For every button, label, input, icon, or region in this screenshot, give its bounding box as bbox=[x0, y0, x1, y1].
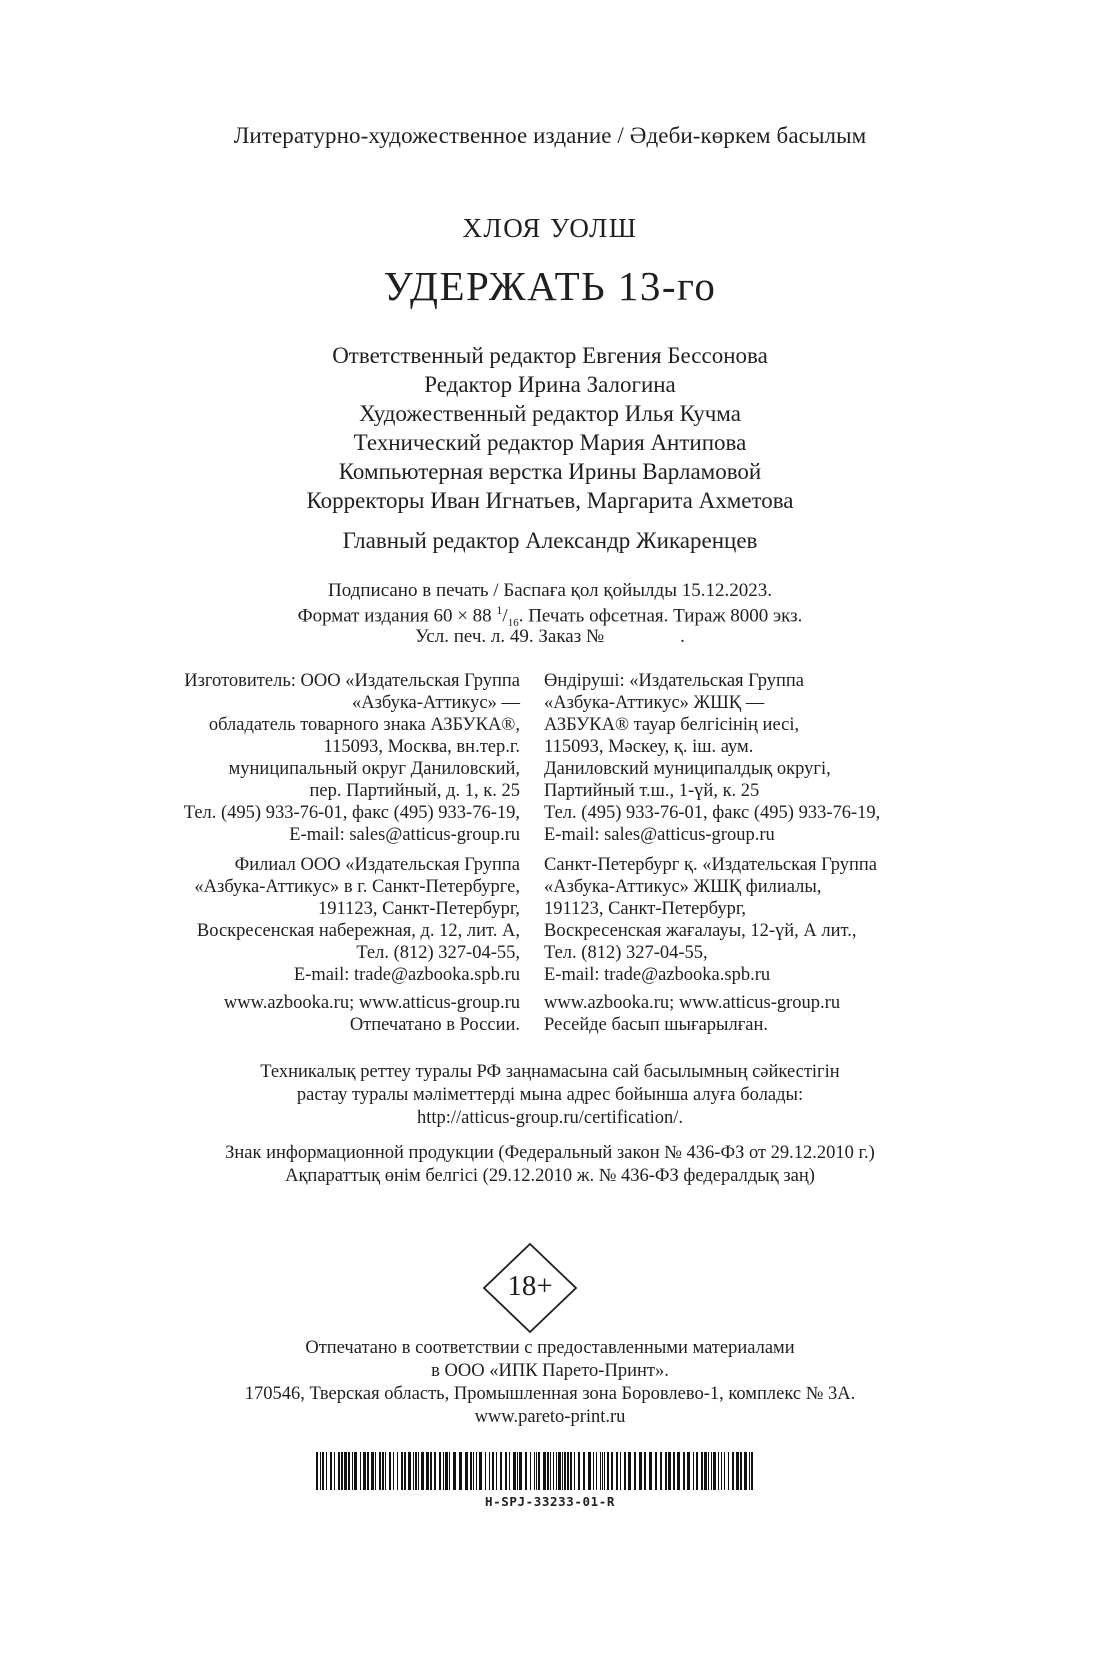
manufacturer-ru-line: Тел. (495) 933-76-01, факс (495) 933-76-19, bbox=[183, 803, 520, 823]
manufacturer-kz-line: Даниловский муниципалдық округі, bbox=[544, 759, 831, 779]
manufacturer-ru-line: муниципальный округ Даниловский, bbox=[228, 759, 520, 779]
barcode-bar bbox=[525, 1452, 527, 1490]
printer-line: Отпечатано в соответствии с предоставленными материалами bbox=[305, 1338, 795, 1358]
barcode-bar bbox=[570, 1452, 572, 1490]
barcode-bar bbox=[375, 1452, 376, 1490]
barcode-bar bbox=[320, 1452, 321, 1490]
barcode-bar bbox=[724, 1452, 725, 1490]
barcode-bar bbox=[341, 1452, 343, 1490]
barcode-bar bbox=[588, 1452, 591, 1490]
barcode-bar bbox=[602, 1452, 603, 1490]
barcode-code: H-SPJ-33233-01-R bbox=[484, 1494, 615, 1509]
manufacturer-kz-line: АЗБУКА® тауар белгісінің иесі, bbox=[544, 715, 800, 735]
credit-line: Компьютерная верстка Ирины Варламовой bbox=[338, 459, 762, 484]
edition-type: Литературно-художественное издание / Әдеби-көркем басылым bbox=[233, 123, 867, 148]
web-kz bbox=[544, 992, 964, 1036]
branch-kz-line: 191123, Санкт-Петербург, bbox=[544, 899, 746, 919]
barcode-bar bbox=[434, 1452, 436, 1490]
barcode-bar bbox=[718, 1452, 719, 1490]
barcode-bar bbox=[628, 1452, 631, 1490]
manufacturer-kz-line: E-mail: sales@atticus-group.ru bbox=[544, 825, 775, 845]
manufacturer-ru-line: Изготовитель: ООО «Издательская Группа bbox=[184, 671, 520, 691]
manufacturer-kz-line: Өндіруші: «Издательская Группа bbox=[544, 671, 804, 691]
barcode-bar bbox=[421, 1452, 424, 1490]
barcode-bar bbox=[385, 1452, 386, 1490]
barcode-bar bbox=[382, 1452, 384, 1490]
branch-kz bbox=[544, 854, 964, 986]
barcode-bar bbox=[668, 1452, 671, 1490]
printer-url: www.pareto-print.ru bbox=[474, 1407, 626, 1427]
info-sign-line: Знак информационной продукции (Федеральный закон № 436-ФЗ от 29.12.2010 г.) bbox=[225, 1143, 875, 1163]
barcode-bar bbox=[517, 1452, 518, 1490]
barcode-bar bbox=[418, 1452, 419, 1490]
barcode-bar bbox=[578, 1452, 580, 1490]
book-title: УДЕРЖАТЬ 13-го bbox=[383, 263, 717, 309]
barcode-bar bbox=[389, 1452, 391, 1490]
barcode-bar bbox=[708, 1452, 709, 1490]
barcode-bar bbox=[513, 1452, 516, 1490]
format-fraction-denominator: 16 bbox=[507, 617, 519, 630]
barcode-bar bbox=[500, 1452, 502, 1490]
format-fraction-numerator: 1 bbox=[496, 603, 503, 617]
barcode-bar bbox=[443, 1452, 444, 1490]
manufacturer-kz-line: 115093, Мәскеу, қ. іш. аум. bbox=[544, 737, 754, 757]
barcode-bar bbox=[604, 1452, 605, 1490]
barcode-bar bbox=[530, 1452, 531, 1490]
web-ru bbox=[100, 992, 520, 1036]
barcode-bar bbox=[634, 1452, 636, 1490]
barcode-bar bbox=[470, 1452, 472, 1490]
barcode-bar bbox=[740, 1452, 742, 1490]
barcode-bar bbox=[445, 1452, 448, 1490]
barcode-bar bbox=[363, 1452, 366, 1490]
barcode-bar bbox=[713, 1452, 716, 1490]
barcode-bar bbox=[453, 1452, 456, 1490]
barcode-bar bbox=[344, 1452, 347, 1490]
barcode-bar bbox=[593, 1452, 594, 1490]
barcode-bar bbox=[574, 1452, 575, 1490]
barcode-bar bbox=[616, 1452, 618, 1490]
branch-ru-line: 191123, Санкт-Петербург, bbox=[318, 899, 520, 919]
format-text-tail: . Печать офсетная. Тираж 8000 экз. bbox=[518, 605, 803, 627]
web-kz-line: www.azbooka.ru; www.atticus-group.ru bbox=[544, 993, 841, 1013]
barcode-bar bbox=[751, 1452, 753, 1490]
barcode-bar bbox=[567, 1452, 569, 1490]
barcode-bar bbox=[408, 1452, 411, 1490]
barcode-bar bbox=[426, 1452, 429, 1490]
manufacturer-ru-line: 115093, Москва, вн.тер.г. bbox=[323, 737, 520, 757]
certification-line: растау туралы мәліметтерді мына адрес бойынша алуға болады: bbox=[296, 1085, 804, 1105]
barcode-bar bbox=[379, 1452, 381, 1490]
barcode-bar bbox=[326, 1452, 327, 1490]
barcode-bar bbox=[543, 1452, 546, 1490]
branch-ru-line: E-mail: trade@azbooka.spb.ru bbox=[293, 965, 520, 985]
barcode-bar bbox=[660, 1452, 662, 1490]
barcode-bar bbox=[479, 1452, 482, 1490]
barcode-bar bbox=[736, 1452, 739, 1490]
barcode-bar bbox=[649, 1452, 652, 1490]
barcode-bar bbox=[600, 1452, 601, 1490]
barcode-bar bbox=[611, 1452, 613, 1490]
manufacturer-ru-line: E-mail: sales@atticus-group.ru bbox=[289, 825, 520, 845]
barcode-bar bbox=[397, 1452, 398, 1490]
branch-kz-line: Тел. (812) 327-04-55, bbox=[544, 943, 708, 963]
barcode-bar bbox=[465, 1452, 468, 1490]
barcode-bar bbox=[583, 1452, 585, 1490]
printer-line: в ООО «ИПК Парето-Принт». bbox=[431, 1361, 669, 1381]
info-sign-line: Ақпараттық өнім белгісі (29.12.2010 ж. № 436-ФЗ федералдық заң) bbox=[285, 1166, 815, 1186]
barcode-bar bbox=[413, 1452, 414, 1490]
certification-url: http://atticus-group.ru/certification/. bbox=[416, 1108, 684, 1128]
branch-ru-line: Тел. (812) 327-04-55, bbox=[356, 943, 520, 963]
branch-ru-line: Воскресенская набережная, д. 12, лит. А, bbox=[196, 921, 520, 941]
barcode-bar bbox=[509, 1452, 510, 1490]
barcode-bar bbox=[538, 1452, 540, 1490]
branch-kz-line: Воскресенская жағалауы, 12-үй, А лит., bbox=[544, 921, 857, 941]
barcode-bar bbox=[352, 1452, 353, 1490]
barcode-bar bbox=[683, 1452, 685, 1490]
barcode-bar bbox=[677, 1452, 680, 1490]
barcode-bar bbox=[430, 1452, 432, 1490]
barcode-bar bbox=[496, 1452, 497, 1490]
credit-line: Редактор Ирина Залогина bbox=[424, 372, 676, 397]
branch-ru-line: Филиал ООО «Издательская Группа bbox=[234, 855, 520, 875]
barcode-bar bbox=[322, 1452, 324, 1490]
certification-line: Техникалық реттеу туралы РФ заңнамасына сай басылымның сәйкестігін bbox=[260, 1062, 840, 1082]
barcode-bar bbox=[687, 1452, 690, 1490]
branch-ru-line: «Азбука-Аттикус» в г. Санкт-Петербурге, bbox=[194, 877, 520, 897]
barcode-bar bbox=[519, 1452, 522, 1490]
manufacturer-kz-line: «Азбука-Аттикус» ЖШҚ — bbox=[544, 693, 765, 713]
barcode-bar bbox=[360, 1452, 361, 1490]
barcode-bar bbox=[354, 1452, 357, 1490]
manufacturer-ru-line: пер. Партийный, д. 1, к. 25 bbox=[309, 781, 520, 801]
branch-ru bbox=[100, 854, 520, 986]
branch-kz-line: E-mail: trade@azbooka.spb.ru bbox=[544, 965, 771, 985]
manufacturer-kz-line: Тел. (495) 933-76-01, факс (495) 933-76-19, bbox=[544, 803, 881, 823]
barcode-bar bbox=[639, 1452, 642, 1490]
barcode-bar bbox=[732, 1452, 734, 1490]
author-name: ХЛОЯ УОЛШ bbox=[462, 213, 638, 243]
barcode-bar bbox=[459, 1452, 462, 1490]
barcode-bar bbox=[367, 1452, 369, 1490]
web-ru-line: Отпечатано в России. bbox=[349, 1015, 520, 1035]
barcode-bar bbox=[696, 1452, 698, 1490]
barcode-bar bbox=[330, 1452, 332, 1490]
barcode-bar bbox=[439, 1452, 441, 1490]
barcode-bar bbox=[644, 1452, 646, 1490]
credit-line: Технический редактор Мария Антипова bbox=[353, 430, 747, 455]
chief-editor: Главный редактор Александр Жикаренцев bbox=[342, 528, 758, 553]
credit-line: Художественный редактор Илья Кучма bbox=[359, 401, 741, 426]
barcode-bar bbox=[728, 1452, 729, 1490]
barcode-bar bbox=[476, 1452, 477, 1490]
barcode-bar bbox=[415, 1452, 417, 1490]
barcode-bar bbox=[673, 1452, 675, 1490]
format-text: Формат издания 60 × 88 bbox=[297, 605, 497, 627]
barcode-bar bbox=[607, 1452, 609, 1490]
manufacturer-kz-line: Партийный т.ш., 1-үй, к. 25 bbox=[544, 781, 760, 801]
credit-line: Ответственный редактор Евгения Бессонова bbox=[332, 343, 768, 368]
format-fraction-separator: / bbox=[502, 605, 508, 627]
printer-address: 170546, Тверская область, Промышленная зона Боровлево-1, комплекс № 3А. bbox=[244, 1384, 856, 1404]
barcode-bar bbox=[393, 1452, 394, 1490]
manufacturer-ru-line: обладатель товарного знака АЗБУКА®, bbox=[208, 715, 520, 735]
barcode-bar bbox=[492, 1452, 494, 1490]
barcode-bar bbox=[404, 1452, 406, 1490]
barcode-bar bbox=[704, 1452, 707, 1490]
manufacturer-kz bbox=[544, 670, 964, 846]
barcode-bar bbox=[485, 1452, 486, 1490]
web-ru-line: www.azbooka.ru; www.atticus-group.ru bbox=[223, 993, 520, 1013]
barcode-bar bbox=[558, 1452, 561, 1490]
barcode-bar bbox=[534, 1452, 535, 1490]
barcode-bar bbox=[338, 1452, 340, 1490]
branch-kz-line: «Азбука-Аттикус» ЖШҚ филиалы, bbox=[544, 877, 822, 897]
barcode-bar bbox=[693, 1452, 694, 1490]
barcode-bar bbox=[596, 1452, 597, 1490]
barcode-bar bbox=[564, 1452, 566, 1490]
barcode-bar bbox=[473, 1452, 474, 1490]
barcode-bar bbox=[711, 1452, 712, 1490]
barcode-bar bbox=[749, 1452, 750, 1490]
age-rating-badge bbox=[482, 1242, 578, 1334]
barcode-bar bbox=[620, 1452, 621, 1490]
barcode-bar bbox=[624, 1452, 626, 1490]
manufacturer-ru-line: «Азбука-Аттикус» — bbox=[351, 693, 520, 713]
barcode-bar bbox=[316, 1452, 318, 1490]
barcode-bar bbox=[401, 1452, 403, 1490]
barcode-bar bbox=[665, 1452, 667, 1490]
print-signed-line: Подписано в печать / Баспаға қол қойылды 15.12.2023. bbox=[328, 580, 772, 601]
barcode-bar bbox=[449, 1452, 450, 1490]
barcode-bar bbox=[334, 1452, 335, 1490]
barcode-bar bbox=[744, 1452, 747, 1490]
manufacturer-ru bbox=[100, 670, 520, 846]
barcode-bar bbox=[536, 1452, 537, 1490]
barcode-bar bbox=[556, 1452, 557, 1490]
barcode-bar bbox=[562, 1452, 563, 1490]
print-order-line: Усл. печ. л. 49. Заказ № . bbox=[415, 626, 685, 647]
barcode-bar bbox=[550, 1452, 551, 1490]
barcode-bar bbox=[371, 1452, 374, 1490]
barcode-bar bbox=[348, 1452, 350, 1490]
branch-kz-line: Санкт-Петербург қ. «Издательская Группа bbox=[544, 855, 877, 875]
web-kz-line: Ресейде басып шығарылған. bbox=[544, 1015, 769, 1035]
barcode-bar bbox=[489, 1452, 490, 1490]
barcode-bar bbox=[701, 1452, 703, 1490]
age-rating-text: 18+ bbox=[507, 1270, 553, 1302]
barcode-bar bbox=[655, 1452, 657, 1490]
barcode-bar bbox=[505, 1452, 507, 1490]
barcode-bar bbox=[553, 1452, 554, 1490]
barcode-bar bbox=[721, 1452, 722, 1490]
barcode bbox=[316, 1452, 754, 1490]
credit-line: Корректоры Иван Игнатьев, Маргарита Ахметова bbox=[306, 488, 794, 513]
barcode-bar bbox=[547, 1452, 549, 1490]
